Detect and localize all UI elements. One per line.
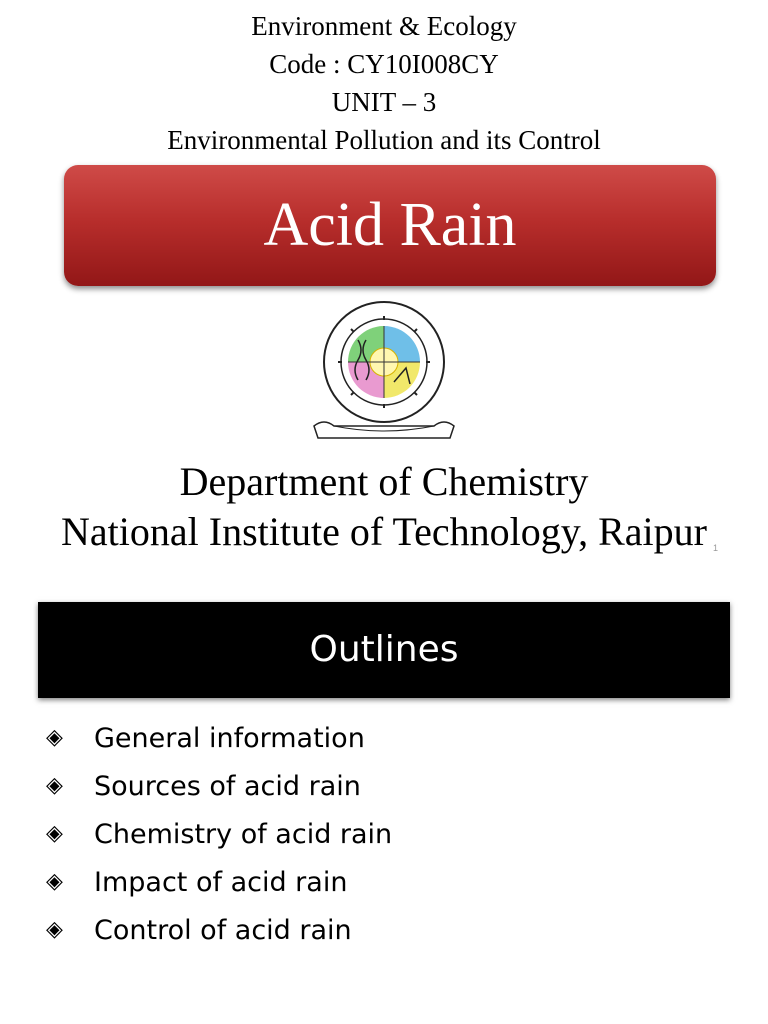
unit-label: UNIT – 3 [331, 87, 437, 117]
outline-list [46, 714, 392, 954]
diamond-bullet-icon: ◈ [46, 917, 63, 942]
course-title: Environment & Ecology [251, 11, 517, 41]
outline-banner [38, 602, 730, 698]
diamond-bullet-icon: ◈ [46, 773, 63, 798]
institute-name: National Institute of Technology, Raipur [61, 509, 707, 554]
list-item-label: Chemistry of acid rain [94, 818, 393, 850]
list-item-label: Impact of acid rain [94, 866, 348, 898]
course-code: Code : CY10I008CY [269, 49, 499, 79]
list-item [46, 762, 392, 810]
list-item [46, 858, 392, 906]
diamond-bullet-icon: ◈ [46, 821, 63, 846]
list-item [46, 810, 392, 858]
list-item-label: General information [94, 722, 365, 754]
institute-seal-icon [300, 298, 468, 450]
unit-topic: Environmental Pollution and its Control [167, 125, 601, 155]
list-item-label: Control of acid rain [94, 914, 352, 946]
department-name: Department of Chemistry [179, 459, 589, 504]
diamond-bullet-icon: ◈ [46, 725, 63, 750]
diamond-bullet-icon: ◈ [46, 869, 63, 894]
list-item [46, 906, 392, 954]
list-item [46, 714, 392, 762]
page-number: 1 [713, 543, 719, 553]
slide-title: Acid Rain [263, 191, 517, 259]
list-item-label: Sources of acid rain [94, 770, 361, 802]
outline-heading: Outlines [309, 629, 459, 670]
title-banner [64, 165, 716, 286]
